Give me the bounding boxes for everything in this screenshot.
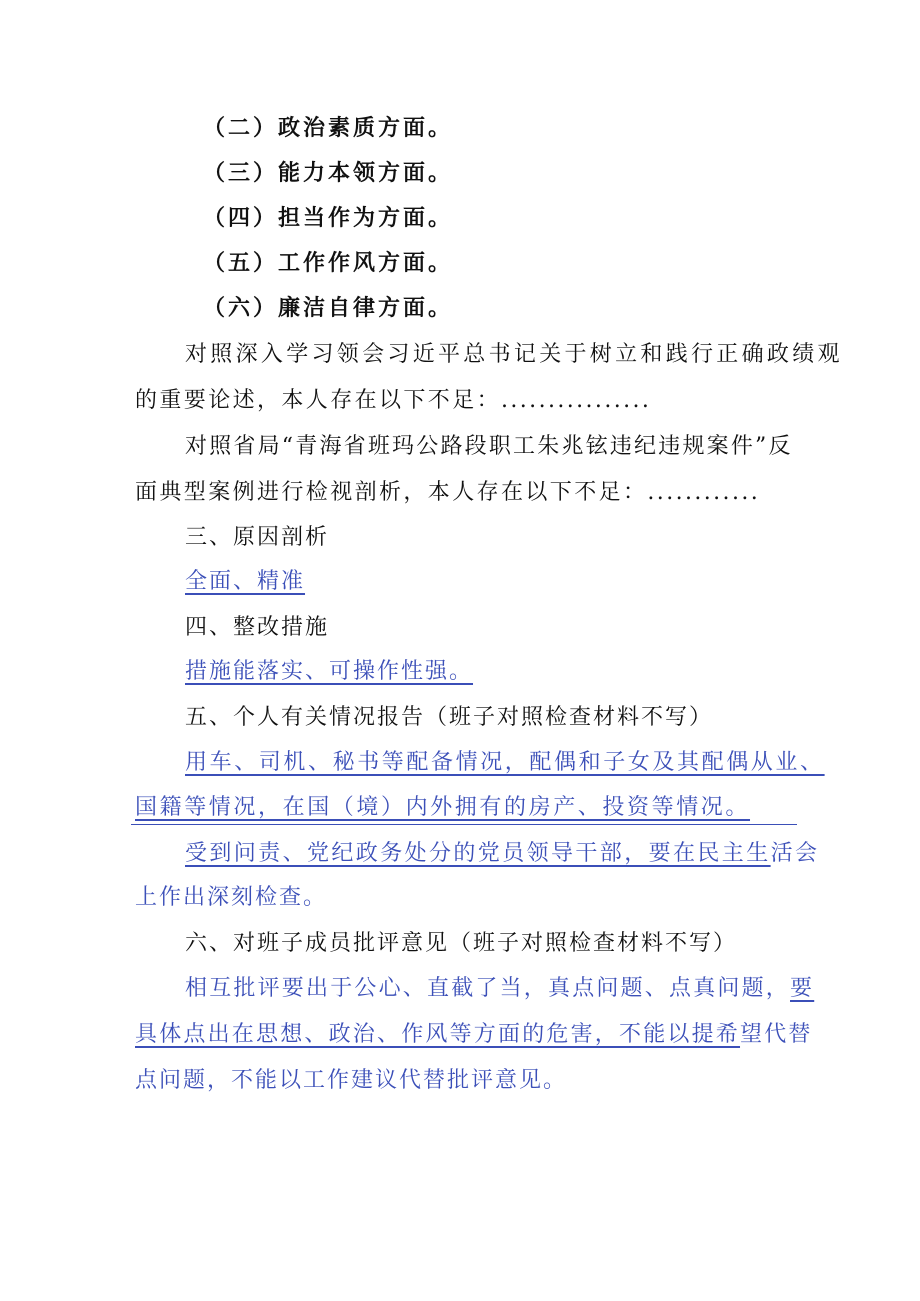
note-accountability-1 [185, 839, 819, 869]
note-criticism-2-rest: 望代替 [740, 1022, 813, 1047]
section-criticism: 六、对班子成员批评意见（班子对照检查材料不写） [185, 931, 738, 956]
heading-political-quality: （二）政治素质方面。 [203, 116, 454, 141]
section-cause-analysis: 三、原因剖析 [185, 525, 330, 550]
note-criticism-1 [185, 974, 814, 1004]
underline-rule [131, 824, 797, 825]
paragraph-case-review-1: 对照省局“青海省班玛公路段职工朱兆铉违纪违规案件”反 [185, 434, 793, 459]
note-criticism-1-underlined: 要 [790, 976, 815, 1001]
note-accountability-rest: 活会 [770, 841, 820, 866]
paragraph-performance-view-1: 对照深入学习领会习近平总书记关于树立和践行正确政绩观 [185, 342, 843, 367]
note-criticism-2 [135, 1020, 813, 1050]
section-rectification: 四、整改措施 [185, 615, 330, 640]
heading-capability: （三）能力本领方面。 [203, 161, 454, 186]
paragraph-performance-view-2: 的重要论述，本人存在以下不足：................ [135, 388, 652, 413]
heading-integrity: （六）廉洁自律方面。 [203, 296, 454, 321]
note-accountability-2: 上作出深刻检查。 [135, 885, 328, 910]
note-criticism-1-plain: 相互批评要出于公心、直截了当，真点问题、点真问题， [185, 976, 791, 1001]
note-accountability-underlined: 受到问责、党纪政务处分的党员领导干部，要在民主生 [185, 841, 771, 866]
note-cause-analysis: 全面、精准 [185, 569, 306, 594]
note-criticism-2-underlined: 具体点出在思想、政治、作风等方面的危害，不能以提希 [135, 1022, 741, 1047]
note-personal-report-2: 国籍等情况，在国（境）内外拥有的房产、投资等情况。 [135, 795, 751, 820]
paragraph-case-review-2: 面典型案例进行检视剖析，本人存在以下不足：............ [135, 480, 761, 505]
section-personal-report: 五、个人有关情况报告（班子对照检查材料不写） [185, 705, 714, 730]
note-rectification: 措施能落实、可操作性强。 [185, 659, 474, 684]
note-criticism-3: 点问题，不能以工作建议代替批评意见。 [135, 1068, 568, 1093]
note-personal-report-1: 用车、司机、秘书等配备情况，配偶和子女及其配偶从业、 [185, 750, 825, 775]
heading-responsibility: （四）担当作为方面。 [203, 206, 454, 231]
heading-work-style: （五）工作作风方面。 [203, 251, 454, 276]
